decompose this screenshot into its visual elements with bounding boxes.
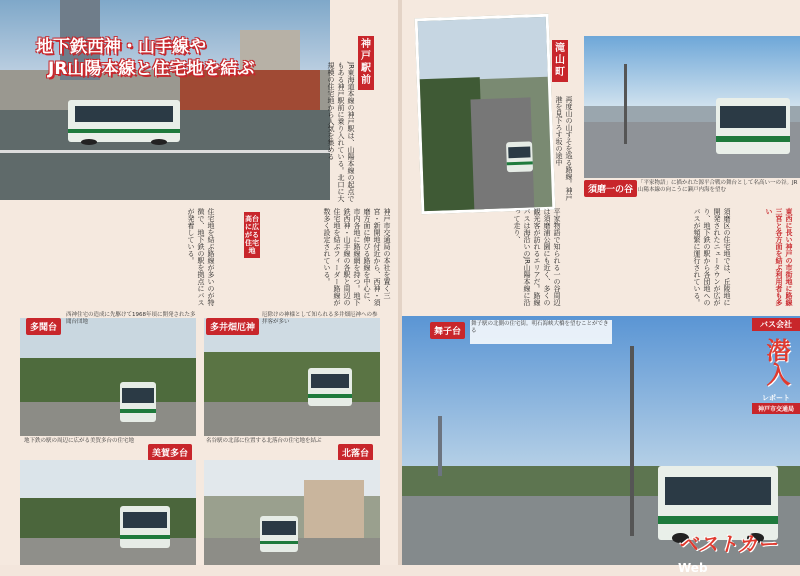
left-body-sub: 住宅地を結ぶ路線が多いのが特徴で、地下鉄の駅を拠点にバスが発着している。	[187, 208, 215, 306]
minotani-tag: 美賀多台	[148, 444, 192, 461]
kobe-station-tag: 神戸駅前	[358, 36, 374, 90]
feature-badge	[752, 318, 800, 430]
bus-image	[68, 100, 180, 142]
red-banner: 高台に広がる住宅地	[244, 212, 260, 258]
tai-hatagahara-caption: 厄除けの神様として知られる多井畑厄神への参拝客が多い	[262, 312, 378, 325]
right-body-mid: 須磨区の住宅地では、丘陵地に開発されたニュータウンが広がり、地下鉄の駅から各団地へのバスが頻繁に運行されている。	[693, 208, 731, 306]
kobe-station-caption: JR東海道本線の神戸駅は、山陽本線の起点でもある神戸駅前に乗り入れている。北口に大規模の住宅地から人気を集める	[327, 62, 355, 202]
headline	[36, 36, 254, 80]
badge-company: 神戸市交通局	[752, 403, 800, 414]
badge-big: 潜入	[762, 338, 790, 386]
kitaochiai-tag: 北落台	[338, 444, 373, 461]
takiyama-tag: 滝山町	[552, 40, 568, 82]
headline-line1: 地下鉄西神・山手線や	[36, 37, 206, 57]
bus-image	[716, 98, 790, 154]
maiko-tag: 舞子台	[430, 322, 465, 339]
bus-image	[260, 516, 298, 552]
sumaichinotani-photo	[584, 36, 800, 178]
right-sidebar-red: 東西に長い神戸の市街地に路線 三宮と各方面を結ぶ利用者も多い	[765, 208, 793, 306]
minotani-caption: 地下鉄の駅の周辺に広がる美賀多台の住宅地	[24, 438, 135, 444]
left-body-main: 神戸市交通局の本社を置く三宮・新開地付近から、西神・須磨方面に伸びる路線を中心に、市内各地に路線網を持つ。地下鉄西神・山手線の各駅と周辺の住宅地を結ぶフィーダー路線が数多く設定されている。	[323, 208, 391, 306]
headline-line2: JR山陽本線と住宅地を結ぶ	[48, 59, 255, 79]
kobe-station-photo	[0, 0, 330, 200]
badge-top: バス会社	[752, 318, 800, 331]
right-body-main: 平家物語で知られる一の谷周辺は須磨浦公園にも近く、多くの観光客が訪れるエリアだ。路線バスは海沿いのJR山陽本線に沿って走り、	[513, 208, 561, 306]
bus-image	[120, 382, 156, 422]
bus-image	[506, 141, 533, 172]
utility-pole	[630, 346, 634, 536]
tamon-tag: 多聞台	[26, 318, 61, 335]
kitaochiai-photo	[204, 460, 380, 565]
kitaochiai-caption: 名谷駅の北部に位置する北落台の住宅地を結ぶ	[206, 438, 322, 444]
bus-image	[120, 506, 170, 548]
bus-image	[308, 368, 352, 406]
takiyama-photo	[415, 14, 556, 215]
tai-hatagahara-tag: 多井畑厄神	[206, 318, 259, 335]
logo-suffix: Web	[678, 561, 708, 575]
tamon-photo	[20, 318, 196, 436]
logo-main: ベストカー	[678, 532, 778, 556]
left-page	[0, 0, 398, 565]
sumaichinotani-caption: 「平家物語」に描かれた源平合戦の舞台として名高い一の谷。JR山陽本線の向こうに瀬戸内海を望む	[638, 180, 798, 193]
bestcar-logo	[678, 528, 800, 575]
right-page	[402, 0, 800, 575]
tai-hatagahara-photo	[204, 318, 380, 436]
takiyama-caption: 再度山の山すそを巡る路線。神戸港を見下ろす坂の途中	[555, 96, 573, 201]
minotani-photo	[20, 460, 196, 565]
badge-sub: レポート	[762, 394, 790, 402]
sumaichinotani-tag: 須磨一の谷	[584, 180, 637, 197]
tamon-caption: 西神住宅の造成に先駆けて1968年頃に開発された多聞台団地	[66, 312, 196, 325]
maiko-caption: 舞子駅の北側の住宅街。明石海峡大橋を望むことができる	[470, 320, 612, 344]
